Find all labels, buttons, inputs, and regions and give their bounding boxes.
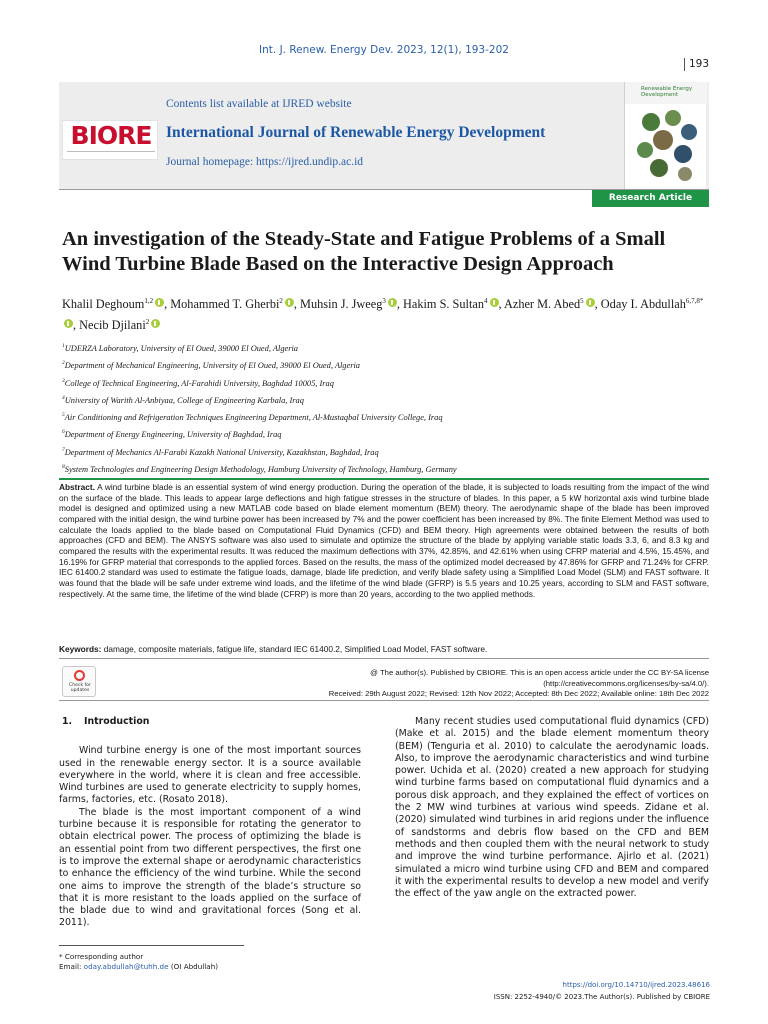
check-updates-label: Check for updates xyxy=(69,683,91,693)
journal-logo xyxy=(62,120,158,160)
cover-circle xyxy=(650,159,668,177)
journal-masthead xyxy=(59,82,709,190)
author-affiliation-marker: 4 xyxy=(484,297,488,305)
corresponding-author-note: * Corresponding author xyxy=(59,952,144,961)
author-name: Hakim S. Sultan xyxy=(403,297,484,312)
left-column xyxy=(59,716,361,930)
contents-line[interactable]: Contents list available at IJRED website xyxy=(166,98,352,110)
email-line xyxy=(59,962,359,972)
abstract-section xyxy=(59,478,709,656)
author-separator: , xyxy=(498,297,504,312)
author-separator: , xyxy=(594,297,601,312)
affiliation-item xyxy=(62,390,712,407)
author-affiliation-marker: 3 xyxy=(382,297,386,305)
author-name: Oday I. Abdullah xyxy=(600,297,686,312)
affiliation-text: Air Conditioning and Refrigeration Techniques Engineering Department, Al-Mustaqbal University College, Iraq xyxy=(64,412,443,422)
affiliation-item xyxy=(62,355,712,372)
license-line: @ The author(s). Published by CBIORE. This is an open access article under the CC BY-SA license xyxy=(370,668,709,677)
affiliation-number: 3 xyxy=(62,377,65,384)
affiliation-number: 7 xyxy=(62,446,65,453)
orcid-icon[interactable] xyxy=(155,298,164,307)
section-title: Introduction xyxy=(84,716,150,727)
doi-link[interactable]: https://doi.org/10.14710/ijred.2023.48616 xyxy=(562,981,710,989)
abstract xyxy=(59,482,709,599)
affiliation-item xyxy=(62,424,712,441)
author-affiliation-marker: 6,7,8* xyxy=(685,297,704,305)
author-separator: , xyxy=(293,297,301,312)
author-affiliation-marker: 1,2 xyxy=(144,297,154,305)
affiliation-item xyxy=(62,338,712,355)
affiliation-number: 1 xyxy=(62,343,65,349)
section-heading xyxy=(62,716,361,728)
affiliation-text: University of Warith Al-Anbiyaa, College of Engineering Karbala, Iraq xyxy=(64,395,304,405)
article-dates: Received: 29th August 2022; Revised: 12th Nov 2022; Accepted: 8th Dec 2022; Available online: 18th Dec 2022 xyxy=(328,689,709,698)
affiliation-text: Department of Mechanical Engineering, University of El Oued, 39000 El Oued, Algeria xyxy=(64,361,360,371)
affiliation-number: 6 xyxy=(62,429,65,436)
email-link[interactable]: oday.abdullah@tuhh.de xyxy=(83,962,169,971)
affiliation-number: 2 xyxy=(62,360,65,367)
article-title: An investigation of the Steady-State and Fatigue Problems of a Small Wind Turbine Blade Based on the Interactive Design Approach xyxy=(62,228,666,275)
author-separator: , xyxy=(396,297,404,312)
cover-circle xyxy=(678,167,692,181)
logo-underline xyxy=(67,151,155,155)
author-affiliation-marker: 5 xyxy=(580,297,584,305)
license-rule xyxy=(59,700,709,701)
affiliation-number: 5 xyxy=(62,412,65,419)
orcid-icon[interactable] xyxy=(151,319,160,328)
body-paragraph: Many recent studies used computational fluid dynamics (CFD) (Make et al. 2015) and the blade element momentum theory (BEM) (Tenguria et al. 2010) to calculate the aerodynamic loads. Also, to improve the aerodynamic characteristics and wind turbine power. Uchida et al. (2020) created a new approach for studying wind turbine farms based on computational fluid dynamics and a porous disk approach, and they explained the effect of vortices on the 2 MW wind turbines at various wind speeds. Zidane et al. (2020) simulated wind turbines in arid regions under the influence of sandstorms and debris flow based on the CFD and BEM methods and then coupled them with the neural network to study and improve the wind turbine performance. Ajirlo et al. (2021) simulated a micro wind turbine using CFD and BEM and compared it with the experimental results to develop a new model and verify the effect of the yaw angle on the extracted power. xyxy=(395,716,709,900)
license-url[interactable]: (http://creativecommons.org/licenses/by-sa/4.0/). xyxy=(543,678,709,688)
author-affiliation-marker: 2 xyxy=(279,297,283,305)
orcid-icon[interactable] xyxy=(388,298,397,307)
author-list xyxy=(62,292,712,334)
journal-title: International Journal of Renewable Energy Development xyxy=(166,124,546,141)
affiliation-text: Department of Energy Engineering, University of Baghdad, Iraq xyxy=(64,430,282,440)
affiliation-number: 8 xyxy=(62,464,65,471)
abstract-rule xyxy=(59,658,709,659)
cover-title: Renewable Energy Development xyxy=(641,86,693,98)
license-block xyxy=(300,668,709,700)
orcid-icon[interactable] xyxy=(586,298,595,307)
issn-line: ISSN: 2252-4940/© 2023.The Author(s). Published by CBIORE xyxy=(493,993,710,1001)
logo-text: BIORE xyxy=(70,121,152,150)
email-label: Email: xyxy=(59,962,82,971)
check-for-updates-button[interactable] xyxy=(62,666,96,697)
cover-circle xyxy=(674,145,692,163)
cover-circle xyxy=(665,110,681,126)
keywords xyxy=(59,644,709,654)
footnote xyxy=(59,952,359,972)
author-separator: , xyxy=(73,318,80,333)
cover-circle xyxy=(642,113,660,131)
cover-image-collage xyxy=(633,108,699,184)
author-separator: , xyxy=(164,297,171,312)
affiliation-item xyxy=(62,373,712,390)
journal-homepage-link[interactable]: Journal homepage: https://ijred.undip.ac.id xyxy=(166,156,364,168)
cover-circle xyxy=(637,142,653,158)
keywords-label: Keywords: xyxy=(59,644,102,654)
abstract-label: Abstract. xyxy=(59,482,95,492)
check-updates-icon xyxy=(74,670,85,681)
keywords-text: damage, composite materials, fatigue life, standard IEC 61400.2, Simplified Load Model, FAST software. xyxy=(103,644,488,654)
body-paragraph: The blade is the most important component of a wind turbine because it is responsible for rotating the generator to obtain electrical power. The process of optimizing the blade is an essential point from two different perspectives, the first one is to improve the external shape or aerodynamic characteristics to enhance the efficiency of the wind turbine. While the second one aims to improve the strength of the blade’s structure so that it is more resistant to the loads applied on the surface of the blade due to wind and gravitational forces (Song et al. 2011). xyxy=(59,806,361,929)
page-number: 193 xyxy=(684,58,709,71)
email-suffix: (OI Abdullah) xyxy=(170,962,219,971)
author-name: Muhsin J. Jweeg xyxy=(300,297,383,312)
affiliation-list xyxy=(62,338,712,476)
journal-cover-thumbnail xyxy=(624,82,706,190)
body-paragraph: Wind turbine energy is one of the most important sources used in the renewable energy sector. It is a source available everywhere in the world, where it is clean and free accessible. Wind turbines are used to generate electricity to supply homes, farms, factories, etc. (Rosato 2018). xyxy=(59,745,361,806)
article-type-badge: Research Article xyxy=(592,190,709,207)
affiliation-item xyxy=(62,442,712,459)
author-name: Necib Djilani xyxy=(79,318,146,333)
footnote-rule xyxy=(59,945,244,946)
affiliation-number: 4 xyxy=(62,394,65,401)
right-column xyxy=(395,716,709,900)
abstract-text: A wind turbine blade is an essential system of wind energy production. During the operation of the blade, it is subjected to loads resulting from the impact of the wind on the surface of the blade. This leads to appear large deflections and high fatigue stresses in the structure of blades. In this paper, a 5 kW horizontal axis wind turbine blade model is designed and optimized using a new MATLAB code based on blade element momentum (BEM) theory. The aerodynamic shape of the blade has been improved compared with the initial design, the wind turbine power has been increased by 7% and the power coefficient has been increased by 8%. The finite Element Method was used to calculate the loads applied to the blade based on Computational Fluid Dynamics (CFD) and BEM theory. High agreements were obtained between the results of both approaches (CFD and BEM). The ANSYS software was also used to simulate and optimize the structure of the blade by applying variable static loads 3.3, 6, and 8.3 kg and compared the results with the experimental results. It was reduced the maximum deflections with 37%, 42.85%, and 42.61% when using CFRP material and 4.5%, 15.45%, and 16.19% for GFRP material that corresponds to the applied forces. Based on the results, the mass of the optimized model decreased by 47.86% for GFRP and 71.24% for CFRP. IEC 61400.2 standard was used to estimate the fatigue loads, damage, blade life prediction, and verify blade safety using a Simplified Load Model (SLM) and FAST software. It was found that the blade will be safe under extreme wind loads, and the lifetime of the wind blade (GFRP) is 5.5 years and 10.25 years, according to SLM and FAST software, respectively. At the same time, the lifetime of the wind blade (CFRP) is more than 20 years, according to the two applied methods. xyxy=(59,482,709,599)
orcid-icon[interactable] xyxy=(64,319,73,328)
author-name: Azher M. Abed xyxy=(503,297,581,312)
affiliation-text: UDERZA Laboratory, University of El Oued, 39000 El Oued, Algeria xyxy=(64,343,298,353)
orcid-icon[interactable] xyxy=(285,298,294,307)
affiliation-item xyxy=(62,407,712,424)
running-head: Int. J. Renew. Energy Dev. 2023, 12(1), 193-202 xyxy=(259,44,509,56)
author-name: Khalil Deghoum xyxy=(62,297,145,312)
cover-circle xyxy=(653,130,673,150)
author-affiliation-marker: 2 xyxy=(145,318,150,327)
cover-circle xyxy=(681,124,697,140)
affiliation-text: Department of Mechanics Al-Farabi Kazakh National University, Kazakhstan, Baghdad, Iraq xyxy=(64,447,379,457)
orcid-icon[interactable] xyxy=(490,298,499,307)
affiliation-text: System Technologies and Engineering Design Methodology, Hamburg University of Technology, Hamburg, Germany xyxy=(64,464,457,474)
affiliation-item xyxy=(62,459,712,476)
author-name: Mohammed T. Gherbi xyxy=(170,297,280,312)
section-number: 1. xyxy=(62,716,73,727)
affiliation-text: College of Technical Engineering, Al-Farahidi University, Baghdad 10005, Iraq xyxy=(64,378,334,388)
